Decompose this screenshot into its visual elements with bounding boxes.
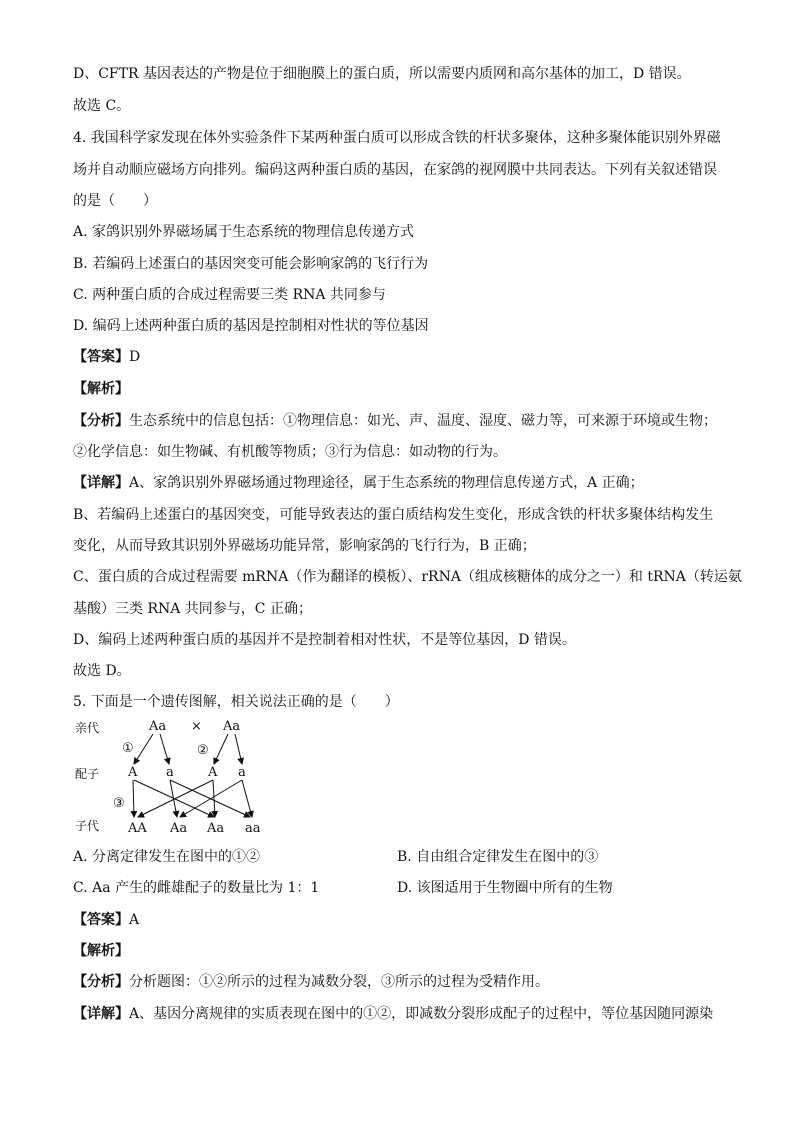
offspring-genotype: aa xyxy=(245,821,261,836)
process-marker-3: ③ xyxy=(113,796,125,811)
option-a: A. 家鸽识别外界磁场属于生态系统的物理信息传递方式 xyxy=(73,224,415,240)
meiosis-arrow xyxy=(214,734,228,764)
detail-line: 基酸）三类 RNA 共同参与，C 正确； xyxy=(73,601,312,617)
analysis-line xyxy=(73,411,717,431)
analysis-tag: 【分析】 xyxy=(73,413,129,429)
row-label-gamete: 配子 xyxy=(75,767,100,781)
detail-line xyxy=(73,473,644,493)
gamete-allele: a xyxy=(166,765,174,780)
detail-line: B、若编码上述蛋白的基因突变，可能导致表达的蛋白质结构发生变化，形成含铁的杆状多聚体结构发生 xyxy=(73,507,714,523)
question-4-stem: 场并自动顺应磁场方向排列。编码这两种蛋白质的基因，在家鸽的视网膜中共同表达。下列有关叙述错误 xyxy=(73,162,717,178)
meiosis-arrow xyxy=(235,734,242,764)
option-c: C. 两种蛋白质的合成过程需要三类 RNA 共同参与 xyxy=(73,287,386,303)
cross-arrows xyxy=(133,734,252,817)
detail-line xyxy=(73,1004,713,1024)
detail-tag: 【详解】 xyxy=(73,475,129,491)
question-5-stem: 5. 下面是一个遗传图解，相关说法正确的是（ ） xyxy=(73,694,399,710)
gamete-allele: a xyxy=(238,765,246,780)
cross-symbol: × xyxy=(191,719,202,734)
analysis-text: 分析题图：①②所示的过程为减数分裂，③所示的过程为受精作用。 xyxy=(129,974,549,990)
analysis-heading: 【解析】 xyxy=(73,381,129,397)
analysis-heading: 【解析】 xyxy=(73,943,129,959)
parent-genotype: Aa xyxy=(149,719,167,734)
text-line: D、CFTR 基因表达的产物是位于细胞膜上的蛋白质，所以需要内质网和高尔基体的加工，D 错误。 xyxy=(73,66,691,82)
gamete-allele: A xyxy=(128,765,138,780)
process-marker-1: ① xyxy=(122,741,134,756)
option-c: C. Aa 产生的雌雄配子的数量比为 1：1 xyxy=(73,880,320,896)
offspring-genotype: Aa xyxy=(170,821,188,836)
fertilization-arrow xyxy=(180,780,242,817)
option-a: A. 分离定律发生在图中的①② xyxy=(73,849,261,865)
option-d: D. 该图适用于生物圈中所有的生物 xyxy=(397,880,613,896)
answer-line xyxy=(73,347,140,367)
fertilization-arrow xyxy=(213,780,215,817)
detail-line: 故选 D。 xyxy=(73,663,131,679)
answer-tag: 【答案】 xyxy=(73,349,129,365)
row-label-offspring: 子代 xyxy=(75,819,100,833)
row-label-parent: 亲代 xyxy=(75,721,100,735)
detail-line: C、蛋白质的合成过程需要 mRNA（作为翻译的模板）、rRNA（组成核糖体的成分之一）和 tRNA（转运氨 xyxy=(73,569,742,585)
text-line: 故选 C。 xyxy=(73,98,131,114)
option-b: B. 自由组合定律发生在图中的③ xyxy=(397,849,599,865)
fertilization-arrow xyxy=(242,780,252,817)
fertilization-arrow xyxy=(170,780,250,817)
detail-line: 变化，从而导致其识别外界磁场功能异常，影响家鸽的飞行行为，B 正确； xyxy=(73,538,536,554)
option-row xyxy=(73,847,260,867)
question-4-stem: 的是（ ） xyxy=(73,193,157,209)
analysis-tag: 【分析】 xyxy=(73,974,129,990)
answer-line xyxy=(73,910,139,930)
detail-text: A、基因分离规律的实质表现在图中的①②，即减数分裂形成配子的过程中，等位基因随同源染 xyxy=(129,1006,714,1022)
question-4-stem: 4. 我国科学家发现在体外实验条件下某两种蛋白质可以形成含铁的杆状多聚体，这种多聚体能识别外界磁 xyxy=(73,130,721,146)
process-marker-2: ② xyxy=(197,743,209,758)
detail-tag: 【详解】 xyxy=(73,1006,129,1022)
meiosis-arrow xyxy=(160,734,169,764)
answer-value: A xyxy=(129,912,140,928)
answer-tag: 【答案】 xyxy=(73,912,129,928)
option-d: D. 编码上述两种蛋白质的基因是控制相对性状的等位基因 xyxy=(73,318,429,334)
offspring-genotype: AA xyxy=(128,821,147,836)
detail-line: D、编码上述两种蛋白质的基因并不是控制着相对性状，不是等位基因，D 错误。 xyxy=(73,632,576,648)
option-b: B. 若编码上述蛋白的基因突变可能会影响家鸽的飞行行为 xyxy=(73,256,429,272)
fertilization-arrow xyxy=(133,780,134,817)
parent-genotype: Aa xyxy=(223,719,241,734)
answer-value: D xyxy=(129,349,141,365)
genetic-cross-diagram xyxy=(70,712,280,840)
detail-text: A、家鸽识别外界磁场通过物理途径，属于生态系统的物理信息传递方式，A 正确； xyxy=(129,475,644,491)
analysis-line: ②化学信息：如生物碱、有机酸等物质；③行为信息：如动物的行为。 xyxy=(73,444,507,460)
gamete-allele: A xyxy=(208,765,218,780)
analysis-line xyxy=(73,972,549,992)
offspring-genotype: Aa xyxy=(207,821,225,836)
meiosis-arrow xyxy=(134,734,153,764)
analysis-text: 生态系统中的信息包括：①物理信息：如光、声、温度、湿度、磁力等，可来源于环境或生物； xyxy=(129,413,717,429)
